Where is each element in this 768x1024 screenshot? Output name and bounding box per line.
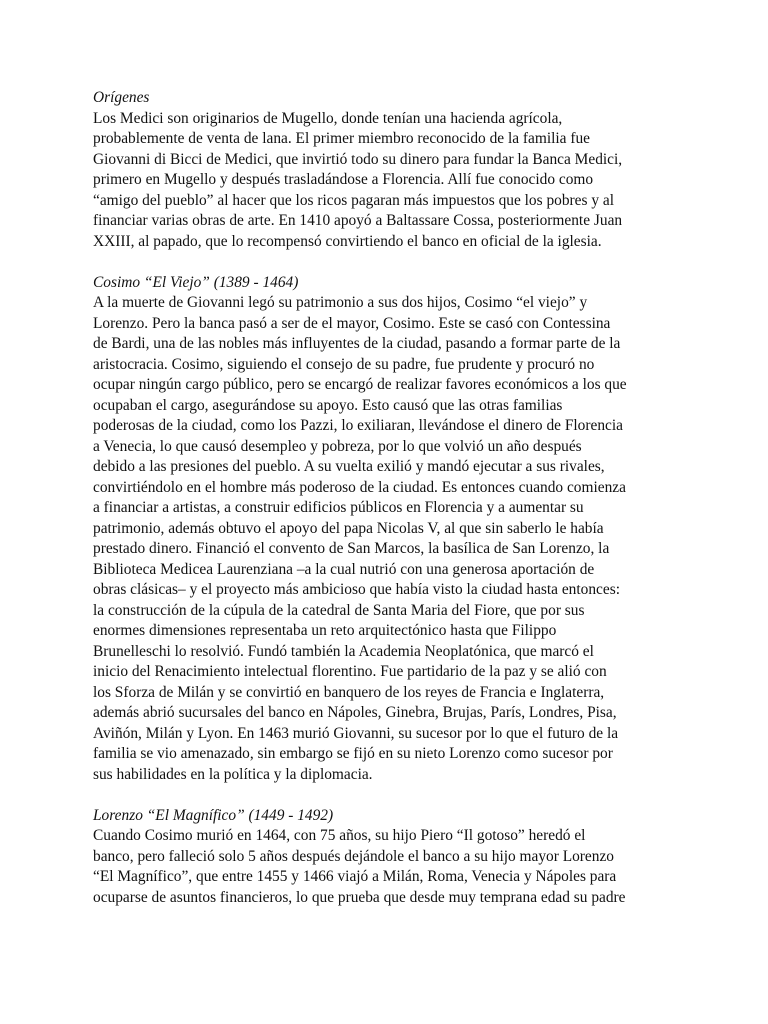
text-line: ocupar ningún cargo público, pero se encargó de realizar favores económicos a los que: [93, 376, 627, 393]
text-line: obras clásicas– y el proyecto más ambicioso que había visto la ciudad hasta entonces:: [93, 581, 620, 598]
section-lorenzo: [93, 806, 693, 909]
text-line: A la muerte de Giovanni legó su patrimonio a sus dos hijos, Cosimo “el viejo” y: [93, 294, 588, 311]
text-line: “El Magnífico”, que entre 1455 y 1466 viajó a Milán, Roma, Venecia y Nápoles para: [93, 868, 617, 885]
section-body: [93, 109, 693, 253]
section-heading: Cosimo “El Viejo” (1389 - 1464): [93, 273, 299, 291]
section-body: [93, 293, 693, 785]
section-body: [93, 826, 693, 908]
text-line: debido a las presiones del pueblo. A su vuelta exilió y mandó ejecutar a sus rivales,: [93, 458, 605, 475]
text-line: convirtiéndolo en el hombre más poderoso de la ciudad. Es entonces cuando comienza: [93, 478, 626, 496]
text-line: Brunelleschi lo resolvió. Fundó también la Academia Neoplatónica, que marcó el: [93, 642, 594, 660]
section-origenes: [93, 88, 693, 252]
text-line: primero en Mugello y después trasladándose a Florencia. Allí fue conocido como: [93, 171, 594, 188]
text-line: Lorenzo. Pero la banca pasó a ser de el mayor, Cosimo. Este se casó con Contessina: [93, 314, 611, 332]
text-line: los Sforza de Milán y se convirtió en banquero de los reyes de Francia e Inglaterra,: [93, 683, 605, 701]
text-line: familia se vio amenazado, sin embargo se fijó en su nieto Lorenzo como sucesor por: [93, 745, 613, 762]
section-cosimo: [93, 273, 693, 786]
text-line: Los Medici son originarios de Mugello, donde tenían una hacienda agrícola,: [93, 109, 563, 127]
text-line: probablemente de venta de lana. El primer miembro reconocido de la familia fue: [93, 130, 590, 147]
text-line: prestado dinero. Financió el convento de San Marcos, la basílica de San Lorenzo, la: [93, 540, 610, 557]
text-line: aristocracia. Cosimo, siguiendo el consejo de su padre, fue prudente y procuró no: [93, 355, 595, 373]
text-line: a Venecia, lo que causó desempleo y pobreza, por lo que volvió un año después: [93, 437, 582, 455]
text-line: Aviñón, Milán y Lyon. En 1463 murió Giovanni, su sucesor por lo que el futuro de la: [93, 724, 619, 742]
text-line: patrimonio, además obtuvo el apoyo del papa Nicolas V, al que sin saberlo le había: [93, 519, 604, 537]
text-line: ocupaban el cargo, asegurándose su apoyo. Esto causó que las otras familias: [93, 396, 563, 414]
text-line: a financiar a artistas, a construir edificios públicos en Florencia y a aumentar su: [93, 499, 584, 516]
text-line: Biblioteca Medicea Laurenziana –a la cual nutrió con una generosa aportación de: [93, 560, 595, 578]
text-line: sus habilidades en la política y la diplomacia.: [93, 765, 373, 783]
text-line: ocuparse de asuntos financieros, lo que prueba que desde muy temprana edad su padre: [93, 888, 626, 906]
text-line: XXIII, al papado, que lo recompensó convirtiendo el banco en oficial de la iglesia.: [93, 232, 602, 250]
text-line: de Bardi, una de las nobles más influyentes de la ciudad, pasando a formar parte de la: [93, 335, 621, 352]
text-line: banco, pero falleció solo 5 años después dejándole el banco a su hijo mayor Lorenzo: [93, 847, 614, 865]
text-line: inicio del Renacimiento intelectual florentino. Fue partidario de la paz y se alió con: [93, 663, 607, 680]
text-line: Giovanni di Bicci de Medici, que invirtió todo su dinero para fundar la Banca Medici,: [93, 150, 623, 168]
text-line: la construcción de la cúpula de la catedral de Santa Maria del Fiore, que por sus: [93, 601, 585, 619]
document-page: [93, 88, 693, 929]
text-line: poderosas de la ciudad, como los Pazzi, lo exiliaran, llevándose el dinero de Florencia: [93, 417, 623, 434]
text-line: enormes dimensiones representaba un reto arquitectónico hasta que Filippo: [93, 622, 557, 639]
text-line: además abrió sucursales del banco en Nápoles, Ginebra, Brujas, París, Londres, Pisa,: [93, 704, 617, 721]
text-line: financiar varias obras de arte. En 1410 apoyó a Baltassare Cossa, posteriormente Juan: [93, 212, 623, 229]
section-heading: Orígenes: [93, 89, 150, 106]
section-heading: Lorenzo “El Magnífico” (1449 - 1492): [93, 806, 334, 824]
text-line: “amigo del pueblo” al hacer que los ricos pagaran más impuestos que los pobres y al: [93, 191, 614, 209]
text-line: Cuando Cosimo murió en 1464, con 75 años, su hijo Piero “Il gotoso” heredó el: [93, 827, 586, 844]
